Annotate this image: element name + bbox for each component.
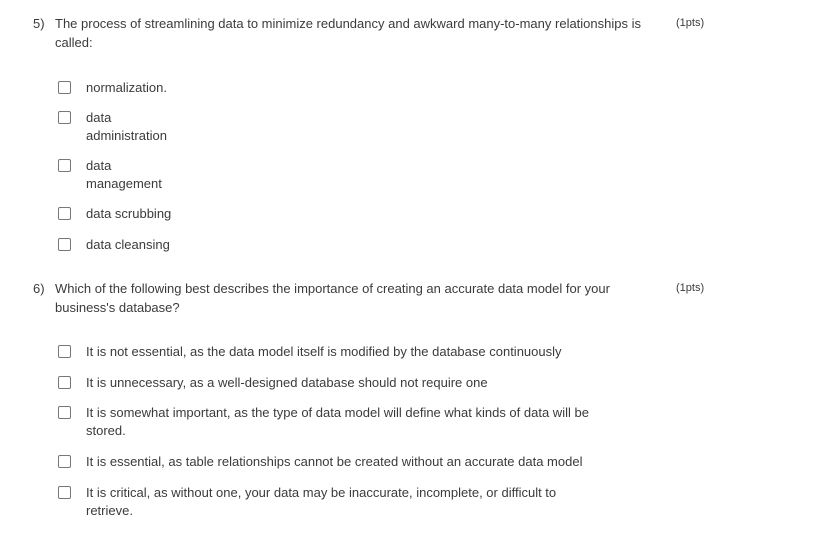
option-label: normalization. [86, 80, 167, 95]
option-label: It is not essential, as the data model itself is modified by the database continuously [86, 344, 562, 359]
checkbox[interactable] [58, 159, 71, 172]
option-label: data management [86, 158, 162, 191]
option-label: data cleansing [86, 237, 170, 252]
question-text: The process of streamlining data to minimize redundancy and awkward many-to-many relationships is called: [55, 16, 641, 50]
question-points: (1pts) [676, 282, 705, 294]
checkbox[interactable] [58, 455, 71, 468]
checkbox[interactable] [58, 81, 71, 94]
checkbox[interactable] [58, 376, 71, 389]
checkbox[interactable] [58, 111, 71, 124]
question-text: Which of the following best describes the importance of creating an accurate data model for your business's database? [55, 281, 610, 315]
option-label: data scrubbing [86, 206, 172, 221]
question-number: 6) [33, 281, 45, 296]
checkbox[interactable] [58, 486, 71, 499]
question-points: (1pts) [676, 17, 705, 29]
option-label: data administration [86, 110, 167, 143]
checkbox[interactable] [58, 345, 71, 358]
checkbox[interactable] [58, 238, 71, 251]
option-label: It is essential, as table relationships cannot be created without an accurate data model [86, 454, 583, 469]
question-number: 5) [33, 16, 45, 31]
checkbox[interactable] [58, 207, 71, 220]
option-label: It is critical, as without one, your data may be inaccurate, incomplete, or difficult to retrieve. [86, 485, 557, 518]
option-label: It is unnecessary, as a well-designed database should not require one [86, 375, 488, 390]
checkbox[interactable] [58, 406, 71, 419]
option-label: It is somewhat important, as the type of data model will define what kinds of data will be stored. [86, 405, 589, 438]
